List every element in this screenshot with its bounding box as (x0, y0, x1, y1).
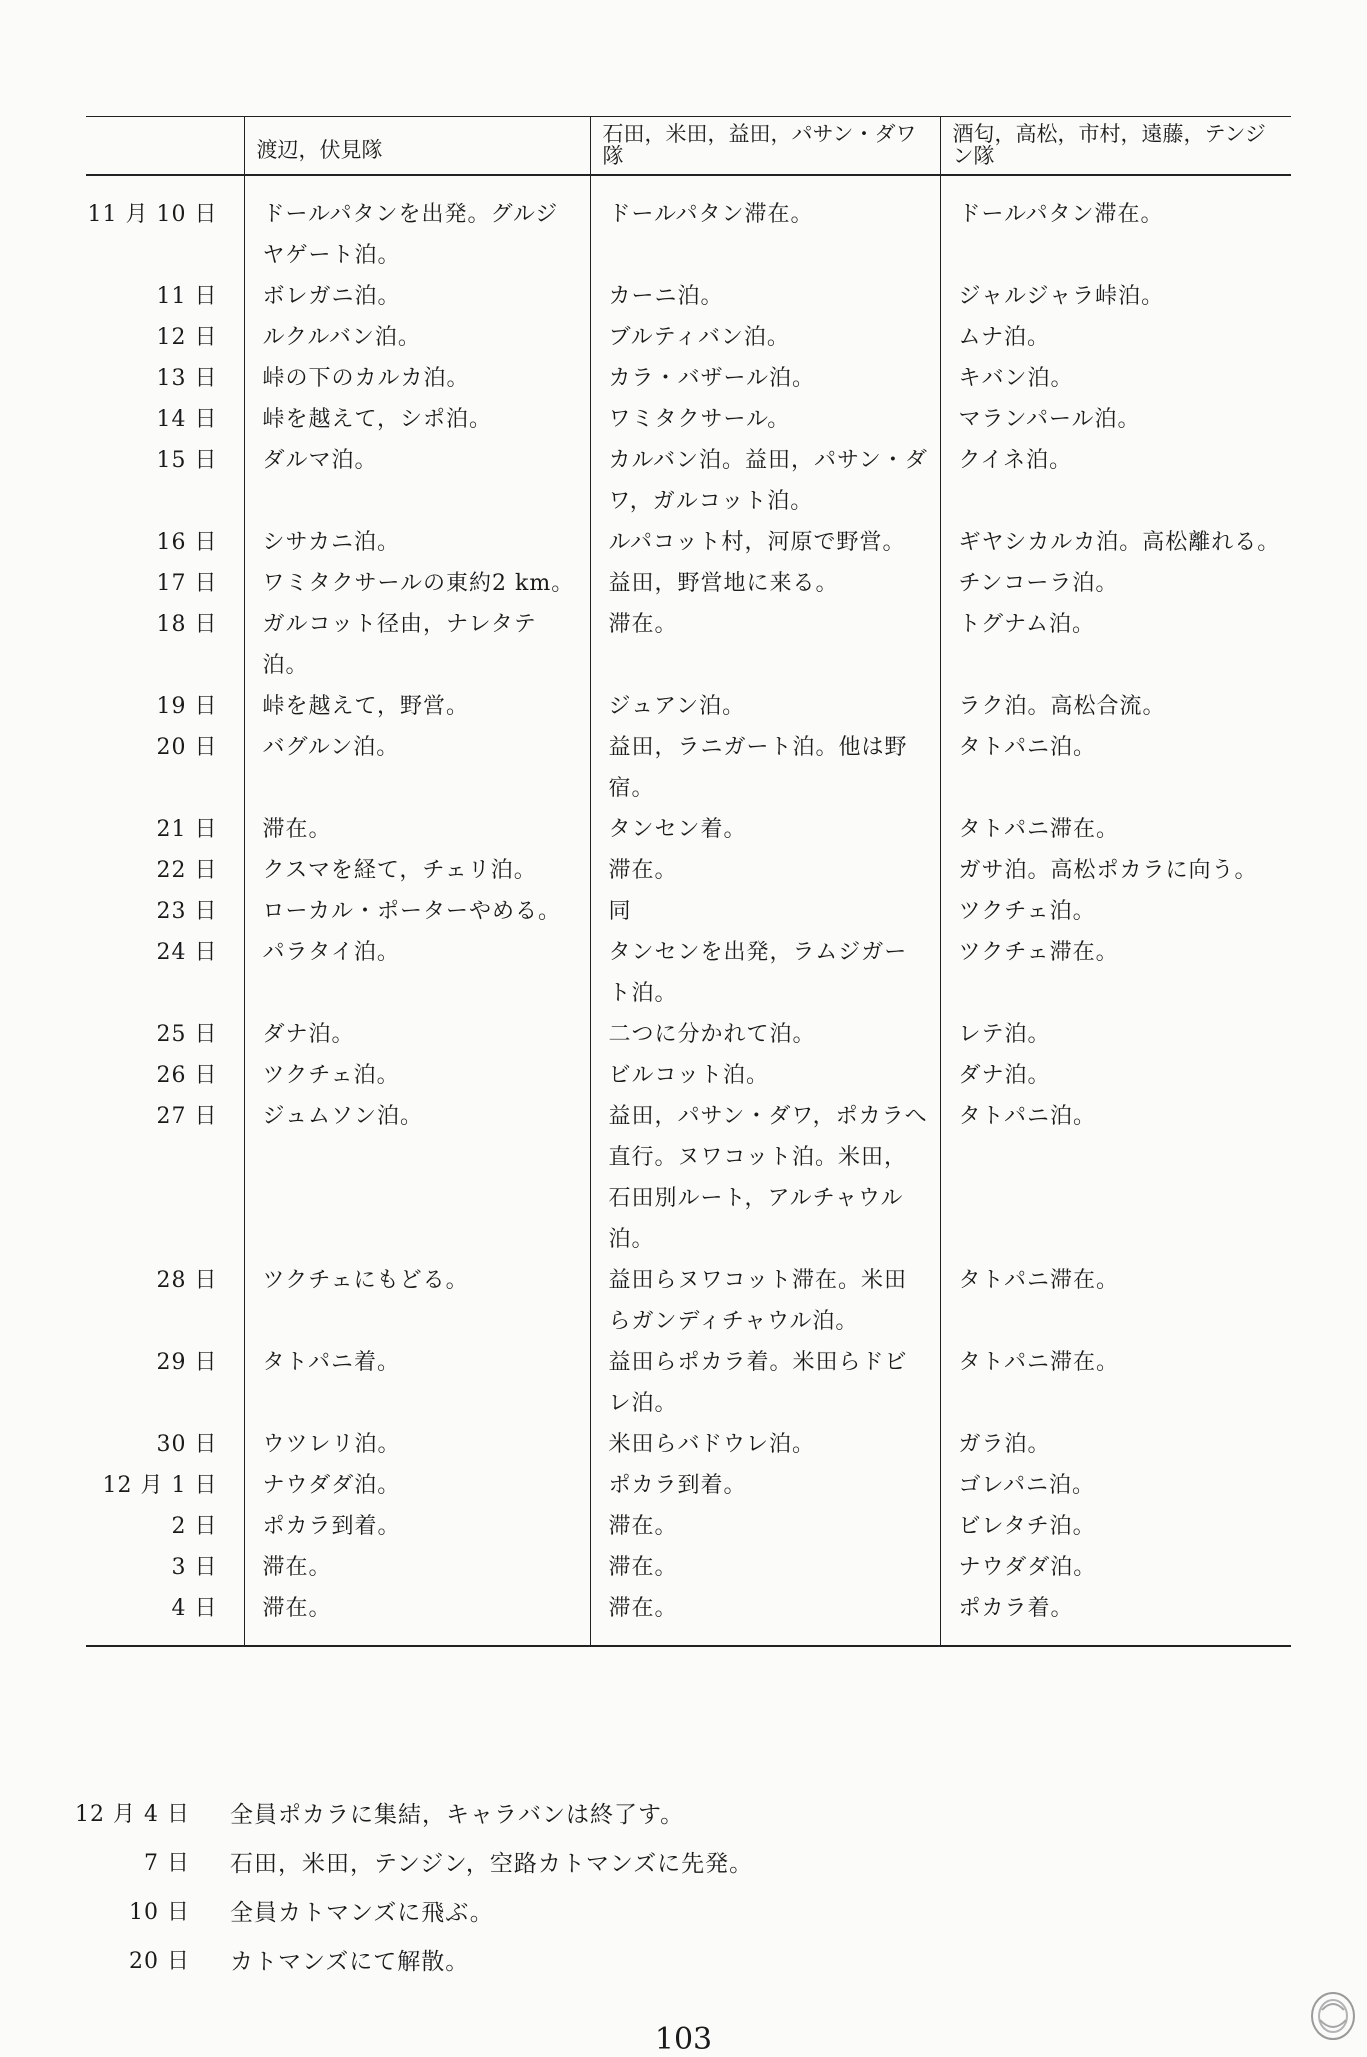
date-cell: 20 日 (156, 734, 218, 760)
sako-takamatsu-cell: ダナ泊。 (940, 1055, 1291, 1096)
table-row (86, 1055, 1291, 1096)
page-number: 103 (654, 2022, 713, 2057)
table-row (86, 1260, 1291, 1342)
date-cell: 3 日 (171, 1554, 218, 1580)
sako-takamatsu-cell: タトパニ泊。 (940, 1096, 1291, 1260)
watanabe-fushimi-cell: 滞在。 (244, 809, 590, 850)
ishida-yoneda-cell: 益田，野営地に来る。 (590, 563, 940, 604)
table-row (86, 440, 1291, 522)
date-cell: 12 月 1 日 (102, 1472, 218, 1498)
table-header-row (86, 117, 1291, 175)
sako-takamatsu-cell: クイネ泊。 (940, 440, 1291, 522)
date-cell: 26 日 (156, 1062, 218, 1088)
ishida-yoneda-cell: ジュアン泊。 (590, 686, 940, 727)
summary-date: 7 日 (144, 1851, 190, 1876)
ishida-yoneda-cell: 益田，パサン・ダワ，ポカラへ直行。ヌワコット泊。米田，石田別ルート，アルチャウル泊。 (590, 1096, 940, 1260)
watanabe-fushimi-cell: 峠を越えて，野営。 (244, 686, 590, 727)
watanabe-fushimi-cell: 峠を越えて，シポ泊。 (244, 399, 590, 440)
date-cell: 4 日 (86, 1588, 244, 1646)
watanabe-fushimi-cell: ガルコット径由，ナレタテ泊。 (244, 604, 590, 686)
date-cell: 17 日 (156, 570, 218, 596)
summary-date: 12 月 4 日 (75, 1802, 190, 1827)
table-row (86, 932, 1291, 1014)
summary-item (50, 1947, 1290, 1996)
date-cell: 21 日 (156, 816, 218, 842)
sako-takamatsu-cell: チンコーラ泊。 (940, 563, 1291, 604)
table-row (86, 727, 1291, 809)
table-row (86, 317, 1291, 358)
header-sako-takamatsu-party: 酒匂，高松，市村，遠藤，テンジン隊 (940, 117, 1291, 175)
table-row (86, 686, 1291, 727)
table-row (86, 175, 1291, 276)
library-stamp-icon (1308, 1986, 1358, 2042)
date-cell: 25 日 (156, 1021, 218, 1047)
table-row (86, 1096, 1291, 1260)
table-row (86, 1342, 1291, 1424)
ishida-yoneda-cell: 益田らポカラ着。米田らドビレ泊。 (590, 1342, 940, 1424)
date-cell: 12 日 (156, 324, 218, 350)
ishida-yoneda-cell: 滞在。 (590, 850, 940, 891)
table-row (86, 1465, 1291, 1506)
ishida-yoneda-cell: ドールパタン滞在。 (590, 175, 940, 276)
sako-takamatsu-cell: ラク泊。高松合流。 (940, 686, 1291, 727)
sako-takamatsu-cell: ドールパタン滞在。 (940, 175, 1291, 276)
table-row (86, 563, 1291, 604)
watanabe-fushimi-cell: ボレガニ泊。 (244, 276, 590, 317)
date-cell: 11 日 (156, 283, 218, 309)
sako-takamatsu-cell: タトパニ滞在。 (940, 1342, 1291, 1424)
date-cell: 30 日 (156, 1431, 218, 1457)
sako-takamatsu-cell: キバン泊。 (940, 358, 1291, 399)
sako-takamatsu-cell: ツクチェ滞在。 (940, 932, 1291, 1014)
summary-text: カトマンズにて解散。 (230, 1949, 470, 1975)
watanabe-fushimi-cell: ポカラ到着。 (244, 1506, 590, 1547)
watanabe-fushimi-cell: ワミタクサールの東約2 km。 (244, 563, 590, 604)
summary-text: 全員カトマンズに飛ぶ。 (230, 1900, 494, 1926)
ishida-yoneda-cell: ルパコット村，河原で野営。 (590, 522, 940, 563)
table-row (86, 1506, 1291, 1547)
date-cell: 11 月 10 日 (87, 201, 218, 227)
summary-date: 20 日 (129, 1949, 190, 1974)
summary-text: 石田，米田，テンジン，空路カトマンズに先発。 (230, 1851, 754, 1877)
ishida-yoneda-cell: 滞在。 (590, 1547, 940, 1588)
ishida-yoneda-cell: 二つに分かれて泊。 (590, 1014, 940, 1055)
ishida-yoneda-cell: 同 (590, 891, 940, 932)
ishida-yoneda-cell: ブルティバン泊。 (590, 317, 940, 358)
table-row (86, 399, 1291, 440)
sako-takamatsu-cell: タトパニ滞在。 (940, 809, 1291, 850)
header-watanabe-fushimi-party: 渡辺，伏見隊 (244, 117, 590, 175)
watanabe-fushimi-cell: パラタイ泊。 (244, 932, 590, 1014)
sako-takamatsu-cell: ゴレパニ泊。 (940, 1465, 1291, 1506)
sako-takamatsu-cell: タトパニ泊。 (940, 727, 1291, 809)
watanabe-fushimi-cell: ダルマ泊。 (244, 440, 590, 522)
watanabe-fushimi-cell: ローカル・ポーターやめる。 (244, 891, 590, 932)
ishida-yoneda-cell: ビルコット泊。 (590, 1055, 940, 1096)
date-cell: 13 日 (156, 365, 218, 391)
date-cell: 24 日 (156, 939, 218, 965)
table-row (86, 276, 1291, 317)
date-cell: 23 日 (156, 898, 218, 924)
watanabe-fushimi-cell: クスマを経て，チェリ泊。 (244, 850, 590, 891)
watanabe-fushimi-cell: ウツレリ泊。 (244, 1424, 590, 1465)
ishida-yoneda-cell: タンセンを出発，ラムジガート泊。 (590, 932, 940, 1014)
watanabe-fushimi-cell: 滞在。 (244, 1547, 590, 1588)
table-row (86, 1424, 1291, 1465)
date-cell: 19 日 (156, 693, 218, 719)
watanabe-fushimi-cell: ルクルバン泊。 (244, 317, 590, 358)
sako-takamatsu-cell: マランパール泊。 (940, 399, 1291, 440)
date-cell: 15 日 (156, 447, 218, 473)
watanabe-fushimi-cell: シサカニ泊。 (244, 522, 590, 563)
watanabe-fushimi-cell: ツクチェにもどる。 (244, 1260, 590, 1342)
watanabe-fushimi-cell: ジュムソン泊。 (244, 1096, 590, 1260)
sako-takamatsu-cell: トグナム泊。 (940, 604, 1291, 686)
watanabe-fushimi-cell: バグルン泊。 (244, 727, 590, 809)
table-row (86, 358, 1291, 399)
summary-item (50, 1800, 1290, 1849)
ishida-yoneda-cell: ポカラ到着。 (590, 1465, 940, 1506)
sako-takamatsu-cell: レテ泊。 (940, 1014, 1291, 1055)
table-row (86, 809, 1291, 850)
table-row (86, 1014, 1291, 1055)
ishida-yoneda-cell: 滞在。 (590, 1506, 940, 1547)
date-cell: 16 日 (156, 529, 218, 555)
sako-takamatsu-cell: ギヤシカルカ泊。高松離れる。 (940, 522, 1291, 563)
ishida-yoneda-cell: カーニ泊。 (590, 276, 940, 317)
header-ishida-yoneda-party: 石田，米田，益田，パサン・ダワ隊 (590, 117, 940, 175)
table-row (86, 1547, 1291, 1588)
sako-takamatsu-cell: タトパニ滞在。 (940, 1260, 1291, 1342)
date-cell: 14 日 (156, 406, 218, 432)
ishida-yoneda-cell: ワミタクサール。 (590, 399, 940, 440)
sako-takamatsu-cell: ムナ泊。 (940, 317, 1291, 358)
watanabe-fushimi-cell: ナウダダ泊。 (244, 1465, 590, 1506)
ishida-yoneda-cell: タンセン着。 (590, 809, 940, 850)
sako-takamatsu-cell: ビレタチ泊。 (940, 1506, 1291, 1547)
date-cell: 22 日 (156, 857, 218, 883)
table-body (86, 175, 1291, 1646)
summary-list (50, 1800, 1290, 1996)
sako-takamatsu-cell: ガサ泊。高松ポカラに向う。 (940, 850, 1291, 891)
table-row (86, 891, 1291, 932)
date-cell: 27 日 (156, 1103, 218, 1129)
table-row (86, 850, 1291, 891)
table-row (86, 1588, 1291, 1646)
summary-text: 全員ポカラに集結，キャラバンは終了す。 (230, 1802, 685, 1828)
watanabe-fushimi-cell: タトパニ着。 (244, 1342, 590, 1424)
watanabe-fushimi-cell: 峠の下のカルカ泊。 (244, 358, 590, 399)
ishida-yoneda-cell: 滞在。 (590, 1588, 940, 1646)
ishida-yoneda-cell: 滞在。 (590, 604, 940, 686)
date-cell: 2 日 (171, 1513, 218, 1539)
summary-date: 10 日 (129, 1900, 190, 1925)
date-cell: 18 日 (156, 611, 218, 637)
table-row (86, 604, 1291, 686)
sako-takamatsu-cell: ポカラ着。 (940, 1588, 1291, 1646)
summary-item (50, 1849, 1290, 1898)
date-cell: 28 日 (156, 1267, 218, 1293)
sako-takamatsu-cell: ナウダダ泊。 (940, 1547, 1291, 1588)
date-cell: 29 日 (156, 1349, 218, 1375)
header-date (86, 117, 244, 175)
schedule-table (86, 116, 1291, 1647)
ishida-yoneda-cell: カルバン泊。益田，パサン・ダワ，ガルコット泊。 (590, 440, 940, 522)
ishida-yoneda-cell: 益田らヌワコット滞在。米田らガンディチャウル泊。 (590, 1260, 940, 1342)
sako-takamatsu-cell: ジャルジャラ峠泊。 (940, 276, 1291, 317)
sako-takamatsu-cell: ツクチェ泊。 (940, 891, 1291, 932)
summary-item (50, 1898, 1290, 1947)
watanabe-fushimi-cell: ダナ泊。 (244, 1014, 590, 1055)
watanabe-fushimi-cell: ツクチェ泊。 (244, 1055, 590, 1096)
ishida-yoneda-cell: 米田らバドウレ泊。 (590, 1424, 940, 1465)
ishida-yoneda-cell: 益田，ラニガート泊。他は野宿。 (590, 727, 940, 809)
watanabe-fushimi-cell: ドールパタンを出発。グルジヤゲート泊。 (244, 175, 590, 276)
ishida-yoneda-cell: カラ・バザール泊。 (590, 358, 940, 399)
watanabe-fushimi-cell: 滞在。 (244, 1588, 590, 1646)
sako-takamatsu-cell: ガラ泊。 (940, 1424, 1291, 1465)
table-row (86, 522, 1291, 563)
